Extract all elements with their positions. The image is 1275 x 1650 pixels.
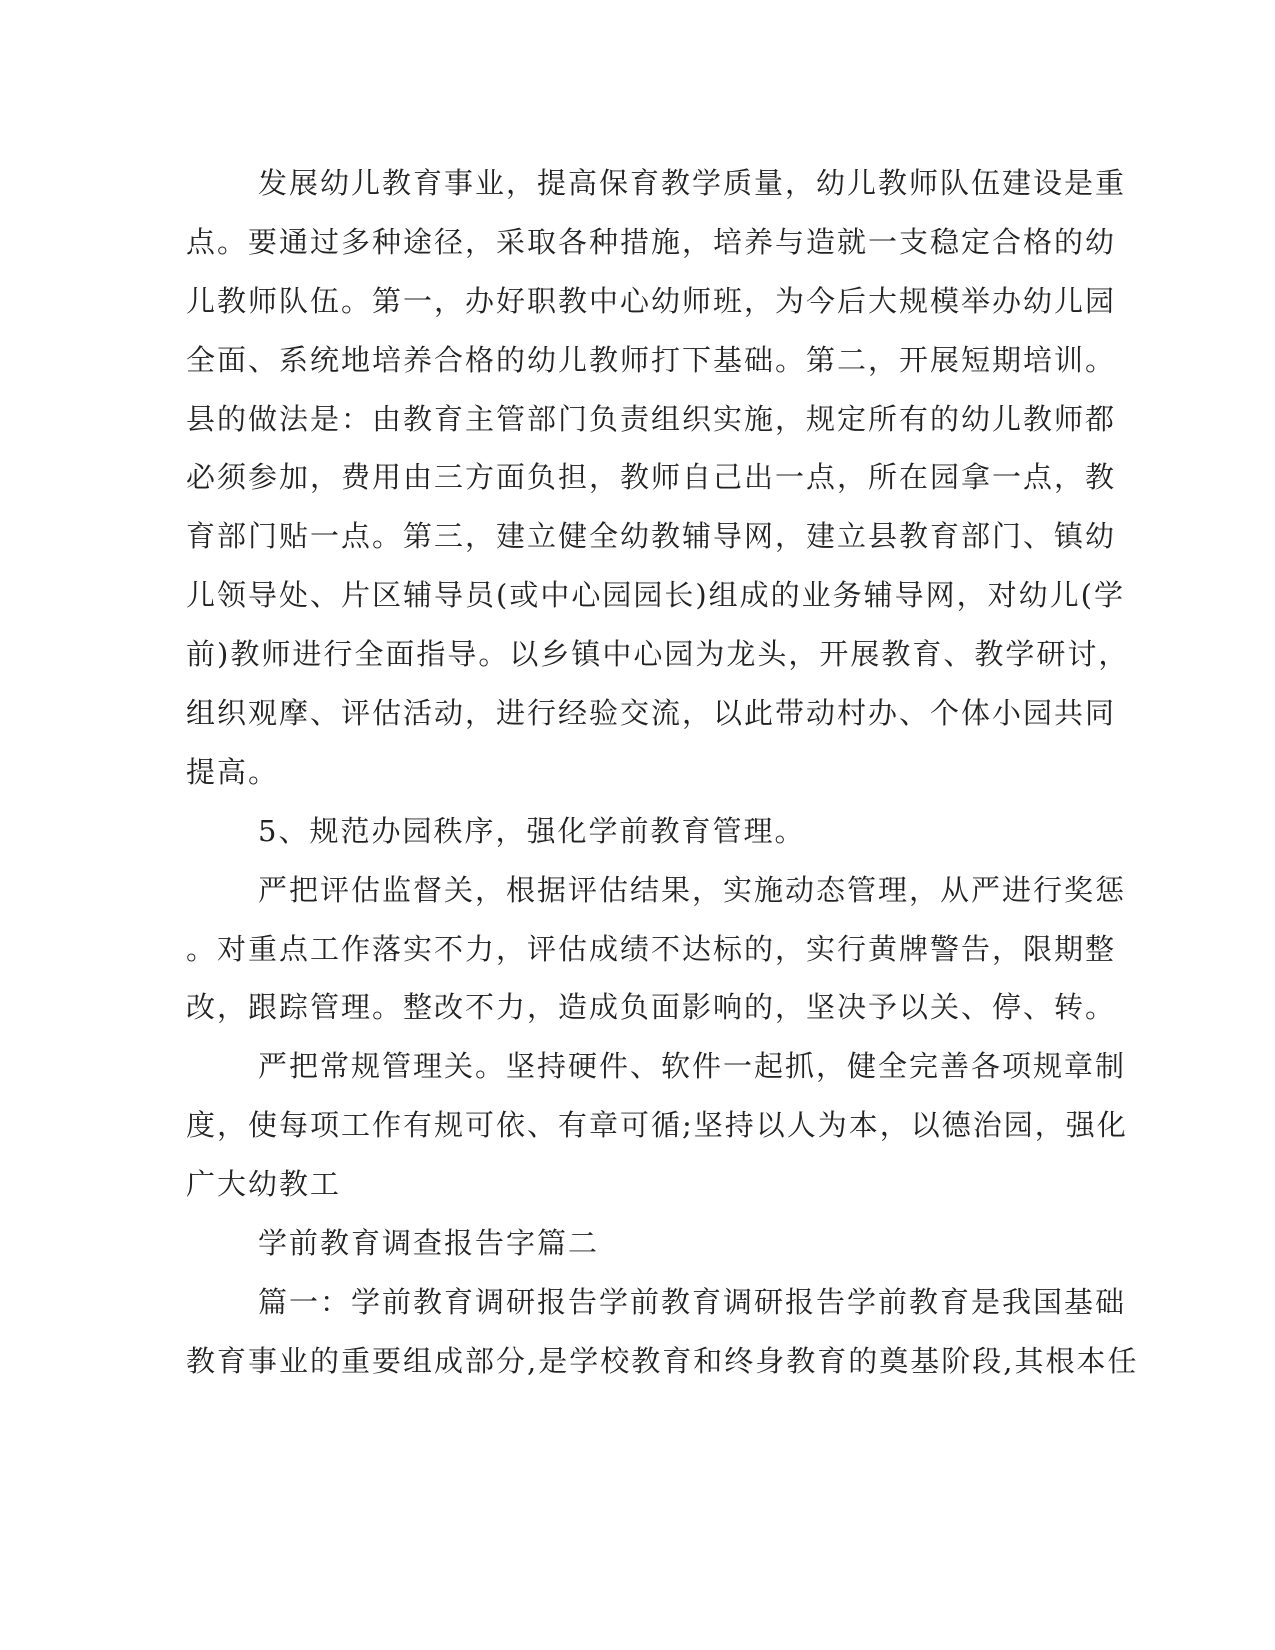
paragraph-line: 发展幼儿教育事业，提高保育教学质量，幼儿教师队伍建设是重 [258,166,1127,200]
paragraph-line: 提高。 [186,755,280,789]
paragraph-line: 。对重点工作落实不力，评估成绩不达标的，实行黄牌警告，限期整 [186,932,1117,966]
paragraph-line: 必须参加，费用由三方面负担，教师自己出一点，所在园拿一点，教 [186,460,1117,494]
paragraph-line: 改，跟踪管理。整改不力，造成负面影响的，坚决予以关、停、转。 [186,990,1117,1024]
paragraph-line: 教育事业的重要组成部分,是学校教育和终身教育的奠基阶段,其根本任 [186,1344,1139,1378]
paragraph-line: 篇一：学前教育调研报告学前教育调研报告学前教育是我国基础 [258,1285,1127,1319]
paragraph-line: 点。要通过多种途径，采取各种措施，培养与造就一支稳定合格的幼 [186,225,1117,259]
section-heading: 5、规范办园秩序，强化学前教育管理。 [258,814,806,848]
paragraph-line: 组织观摩、评估活动，进行经验交流，以此带动村办、个体小园共同 [186,696,1117,730]
paragraph-line: 严把评估监督关，根据评估结果，实施动态管理，从严进行奖惩 [258,873,1127,907]
paragraph-line: 前)教师进行全面指导。以乡镇中心园为龙头，开展教育、教学研讨， [186,637,1130,671]
paragraph-line: 严把常规管理关。坚持硬件、软件一起抓，健全完善各项规章制 [258,1049,1127,1083]
paragraph-line: 度，使每项工作有规可依、有章可循;坚持以人为本，以德治园，强化 [186,1108,1128,1142]
paragraph-line: 儿领导处、片区辅导员(或中心园园长)组成的业务辅导网，对幼儿(学 [186,578,1125,612]
section-title: 学前教育调查报告字篇二 [258,1226,600,1260]
paragraph-line: 广大幼教工 [186,1167,342,1201]
paragraph-line: 县的做法是：由教育主管部门负责组织实施，规定所有的幼儿教师都 [186,402,1117,436]
paragraph-line: 育部门贴一点。第三，建立健全幼教辅导网，建立县教育部门、镇幼 [186,519,1117,553]
paragraph-line: 儿教师队伍。第一，办好职教中心幼师班，为今后大规模举办幼儿园 [186,284,1117,318]
paragraph-line: 全面、系统地培养合格的幼儿教师打下基础。第二，开展短期培训。 [186,343,1117,377]
